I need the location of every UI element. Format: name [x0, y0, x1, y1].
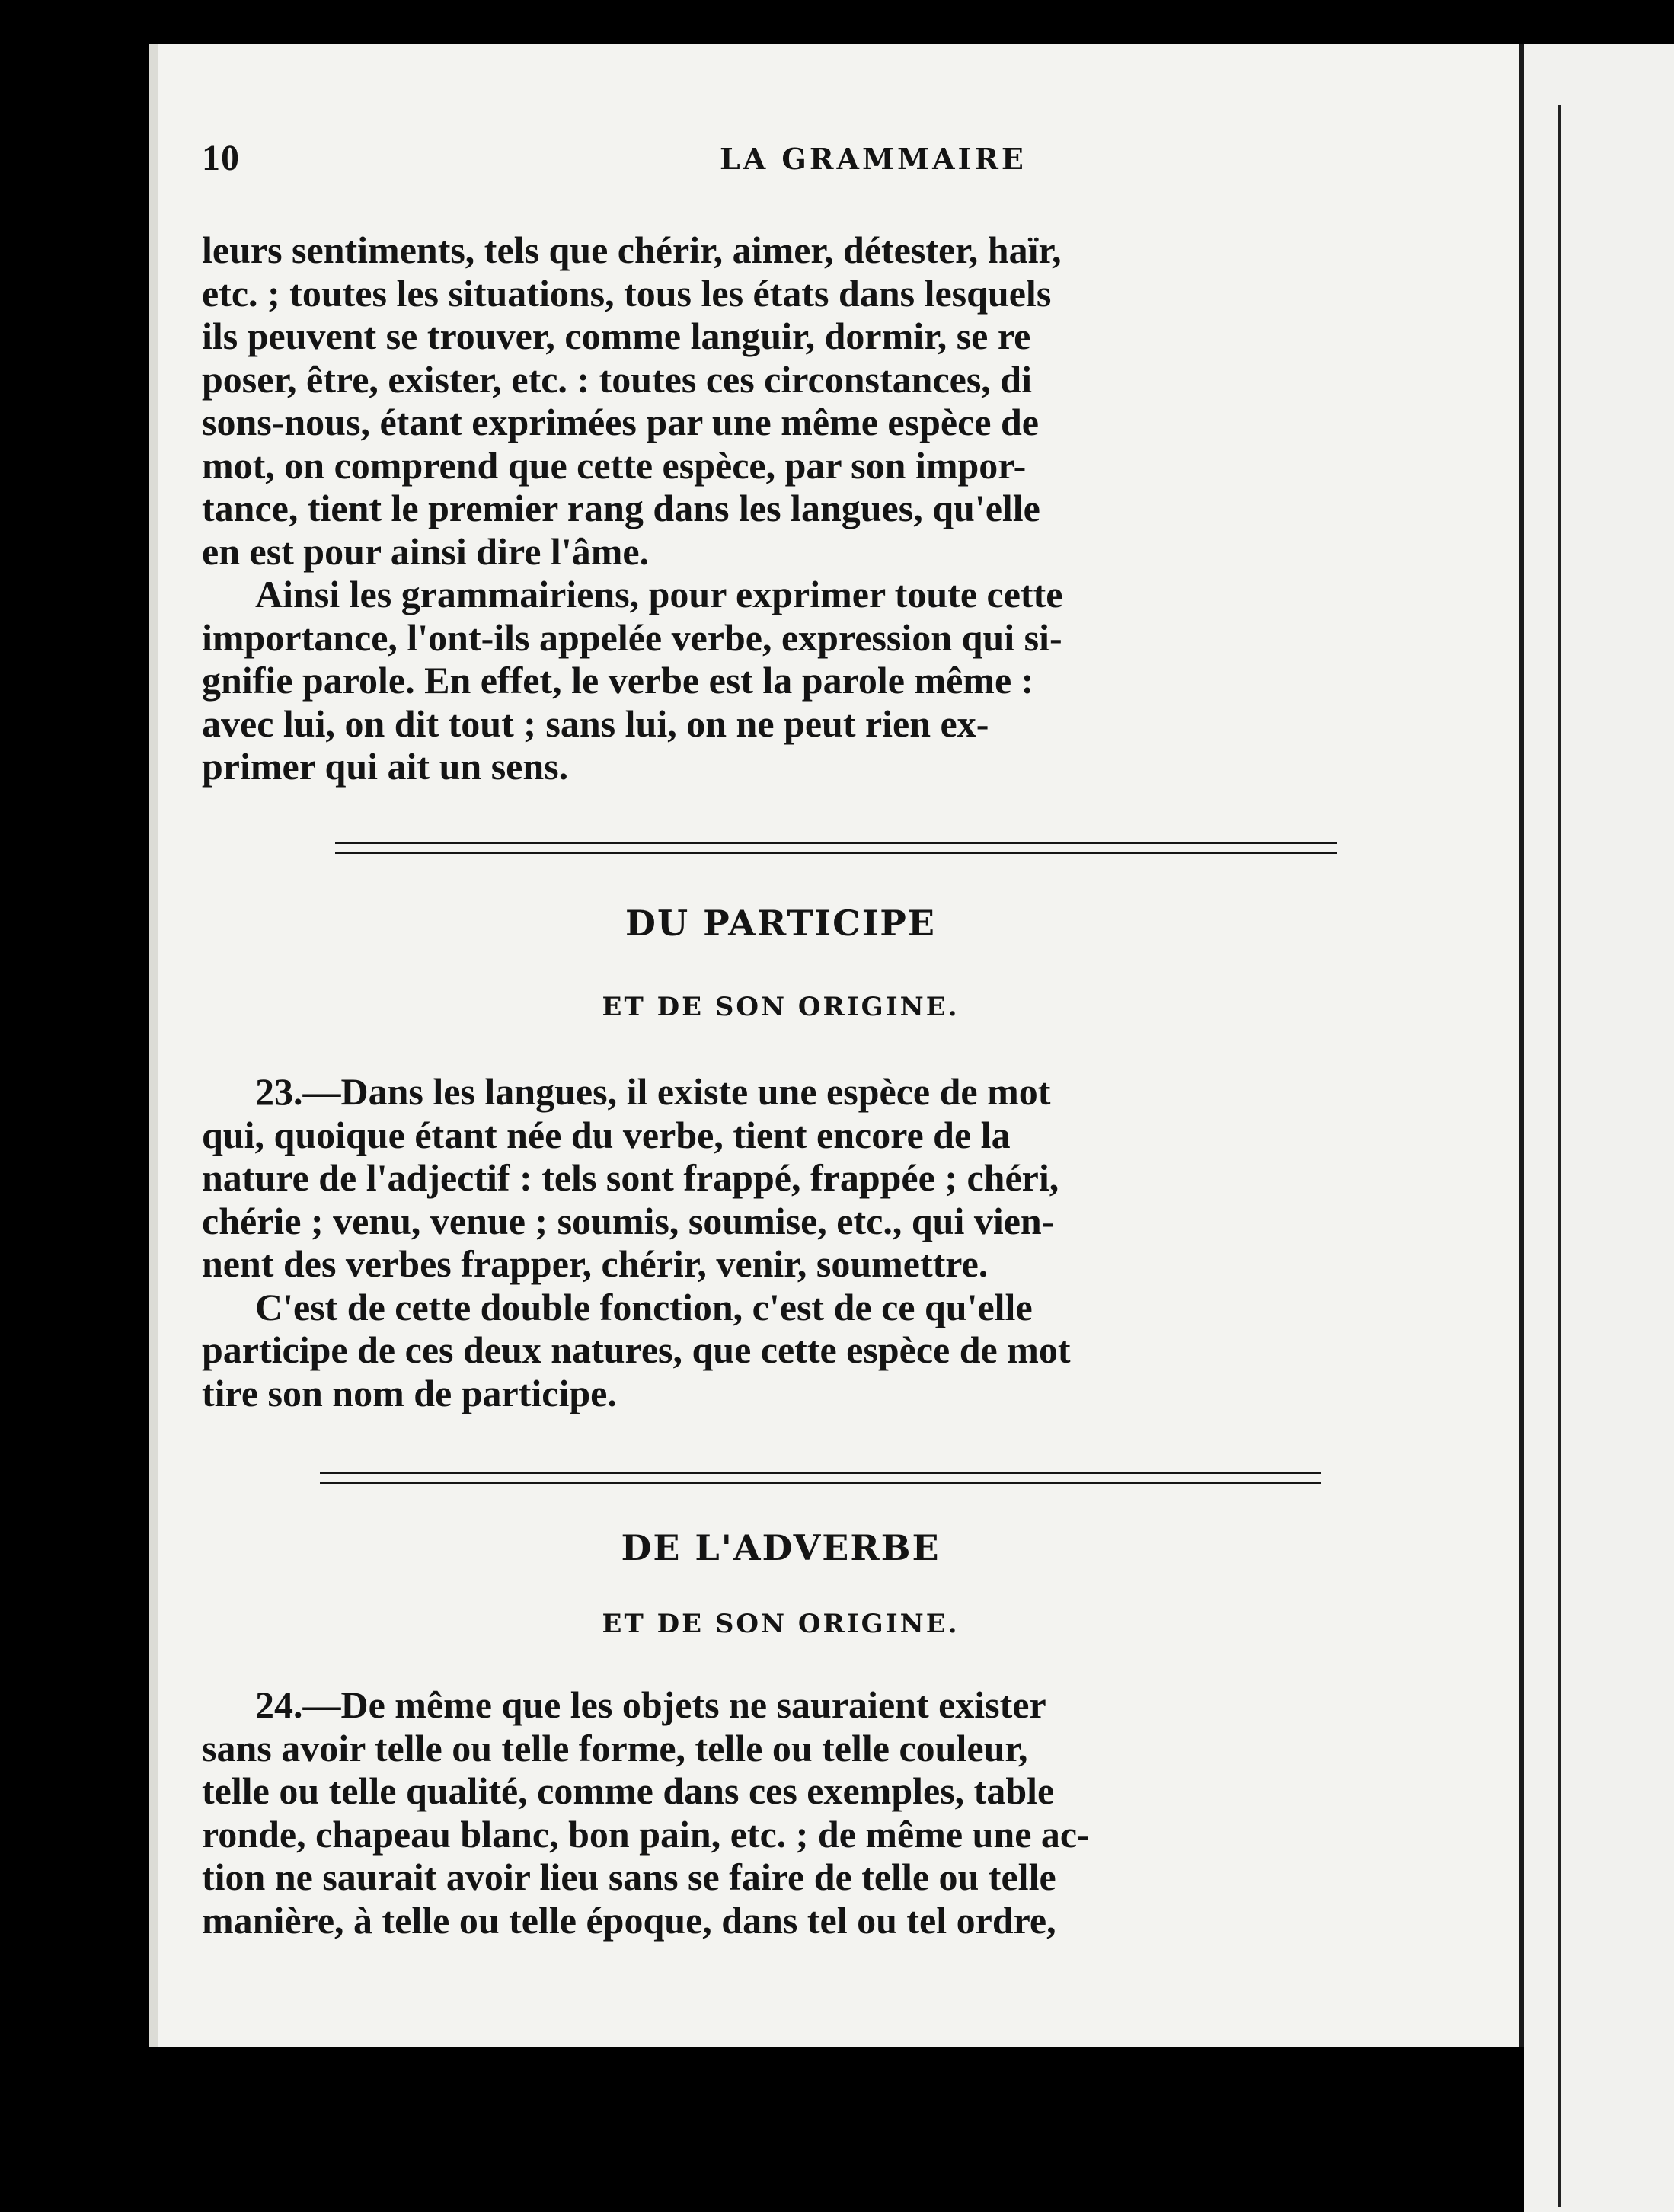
- text-line: ils peuvent se trouver, comme languir, dormir, se re: [202, 315, 1031, 357]
- text-line: ronde, chapeau blanc, bon pain, etc. ; de même une ac-: [202, 1812, 1090, 1856]
- text-line: gnifie parole. En effet, le verbe est la parole même :: [202, 659, 1034, 702]
- intro-text: [202, 229, 1359, 788]
- text-line: 23.—Dans les langues, il existe une espèce de mot: [255, 1070, 1051, 1113]
- text-line: primer qui ait un sens.: [202, 745, 569, 788]
- text-line: qui, quoique étant née du verbe, tient encore de la: [202, 1113, 1011, 1156]
- text-line: manière, à telle ou telle époque, dans tel ou tel ordre,: [202, 1898, 1056, 1942]
- text-line: chérie ; venu, venue ; soumis, soumise, etc., qui vien-: [202, 1199, 1055, 1242]
- section-subheading-adverbe: ET DE SON ORIGINE.: [602, 1609, 960, 1639]
- scan-border: [149, 2047, 1524, 2212]
- text-line: telle ou telle qualité, comme dans ces exemples, table: [202, 1769, 1055, 1812]
- participe-text: [202, 1070, 1359, 1414]
- text-line: en est pour ainsi dire l'âme.: [202, 529, 650, 573]
- section-heading-adverbe: DE L'ADVERBE: [621, 1527, 941, 1568]
- section-divider: [320, 1472, 1321, 1484]
- running-title: LA GRAMMAIRE: [720, 142, 1027, 176]
- text-line: tion ne saurait avoir lieu sans se faire de telle ou telle: [202, 1856, 1056, 1898]
- text-line: tire son nom de participe.: [202, 1371, 617, 1414]
- facing-page-rule: [1558, 105, 1561, 2207]
- text-line: importance, l'ont-ils appelée verbe, expression qui si-: [202, 615, 1062, 659]
- text-line: sans avoir telle ou telle forme, telle ou telle couleur,: [202, 1726, 1028, 1769]
- page-header: [202, 137, 1367, 198]
- text-line: 24.—De même que les objets ne sauraient exister: [255, 1683, 1046, 1726]
- text-line: poser, être, exister, etc. : toutes ces circonstances, di: [202, 357, 1032, 401]
- text-line: leurs sentiments, tels que chérir, aimer, détester, haïr,: [202, 229, 1062, 271]
- adverbe-text: [202, 1683, 1359, 1942]
- section-heading-participe: DU PARTICIPE: [625, 903, 936, 944]
- text-line: nent des verbes frapper, chérir, venir, soumettre.: [202, 1242, 989, 1285]
- section-divider: [335, 842, 1337, 854]
- text-line: participe de ces deux natures, que cette espèce de mot: [202, 1328, 1071, 1371]
- text-line: etc. ; toutes les situations, tous les états dans lesquels: [202, 271, 1052, 315]
- text-line: Ainsi les grammairiens, pour exprimer toute cette: [255, 573, 1063, 615]
- text-line: nature de l'adjectif : tels sont frappé, frappée ; chéri,: [202, 1156, 1059, 1199]
- text-line: C'est de cette double fonction, c'est de ce qu'elle: [255, 1285, 1033, 1328]
- section-subheading-participe: ET DE SON ORIGINE.: [602, 992, 960, 1022]
- text-line: mot, on comprend que cette espèce, par son impor-: [202, 443, 1027, 487]
- facing-page-edge: [1524, 44, 1674, 2212]
- text-line: avec lui, on dit tout ; sans lui, on ne peut rien ex-: [202, 702, 989, 745]
- text-line: sons-nous, étant exprimées par une même espèce de: [202, 401, 1039, 443]
- page-number: 10: [202, 138, 240, 178]
- text-line: tance, tient le premier rang dans les langues, qu'elle: [202, 487, 1040, 529]
